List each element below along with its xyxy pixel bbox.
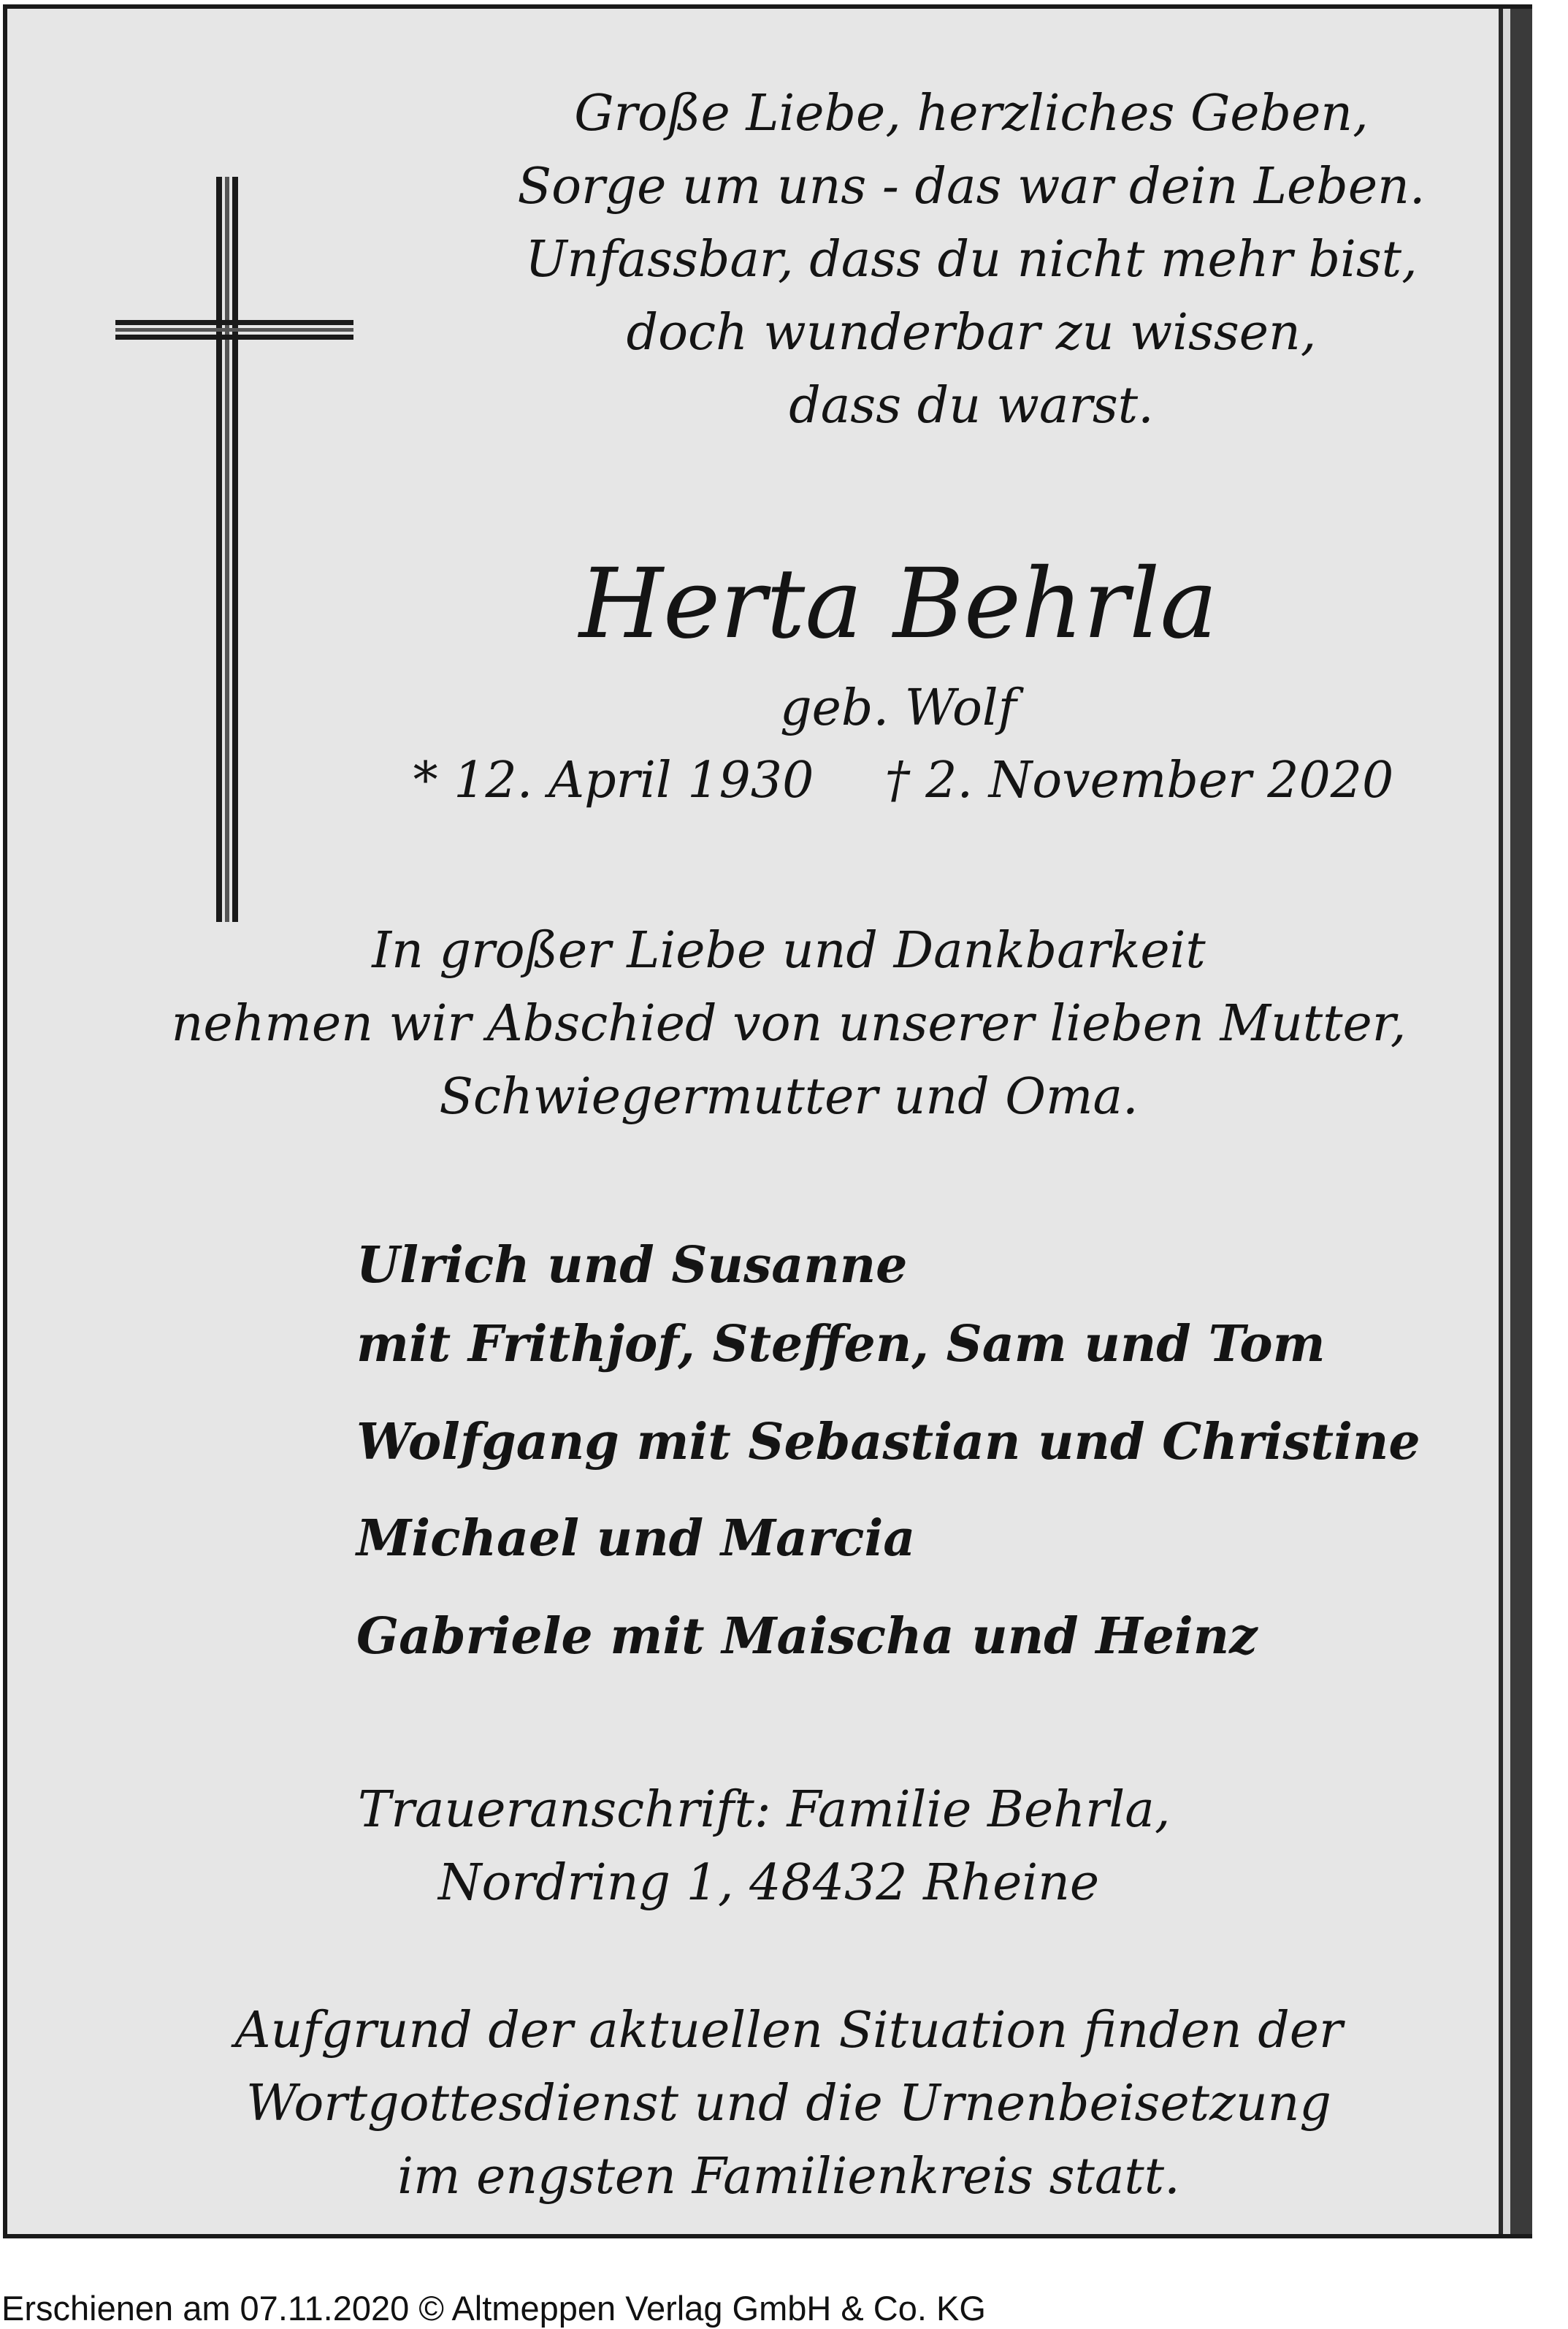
family-line: Ulrich und Susanne [356, 1236, 908, 1295]
family-line: Wolfgang mit Sebastian und Christine [356, 1413, 1420, 1471]
closing-line: Wortgottesdienst und die Urnenbeisetzung [246, 2075, 1331, 2132]
death-date: † 2. November 2020 [884, 752, 1394, 809]
farewell-line: In großer Liebe und Dankbarkeit [372, 922, 1206, 980]
address-line: Nordring 1, 48432 Rheine [438, 1854, 1100, 1912]
poem-line: Große Liebe, herzliches Geben, [574, 85, 1369, 142]
publication-footer: Erschienen am 07.11.2020 © Altmeppen Verlag GmbH & Co. KG [1, 2289, 986, 2328]
closing-line: im engsten Familienkreis statt. [397, 2148, 1180, 2206]
obituary-card [3, 4, 1532, 2238]
cross-icon [115, 177, 353, 922]
closing-line: Aufgrund der aktuellen Situation finden der [234, 2002, 1343, 2059]
birth-date: * 12. April 1930 [413, 752, 814, 809]
deceased-name: Herta Behrla [578, 548, 1218, 660]
maiden-name: geb. Wolf [780, 679, 1017, 737]
poem-line: dass du warst. [789, 377, 1154, 435]
farewell-line: nehmen wir Abschied von unserer lieben Mutter, [171, 995, 1407, 1053]
family-line: Michael und Marcia [356, 1509, 916, 1568]
farewell-line: Schwiegermutter und Oma. [439, 1068, 1139, 1126]
address-line: Traueranschrift: Familie Behrla, [358, 1781, 1171, 1839]
poem-line: Unfassbar, dass du nicht mehr bist, [525, 231, 1418, 289]
poem-line: Sorge um uns - das war dein Leben. [517, 158, 1426, 216]
poem-line: doch wunderbar zu wissen, [626, 304, 1317, 362]
family-line: mit Frithjof, Steffen, Sam und Tom [356, 1315, 1326, 1373]
family-line: Gabriele mit Maischa und Heinz [356, 1607, 1258, 1666]
